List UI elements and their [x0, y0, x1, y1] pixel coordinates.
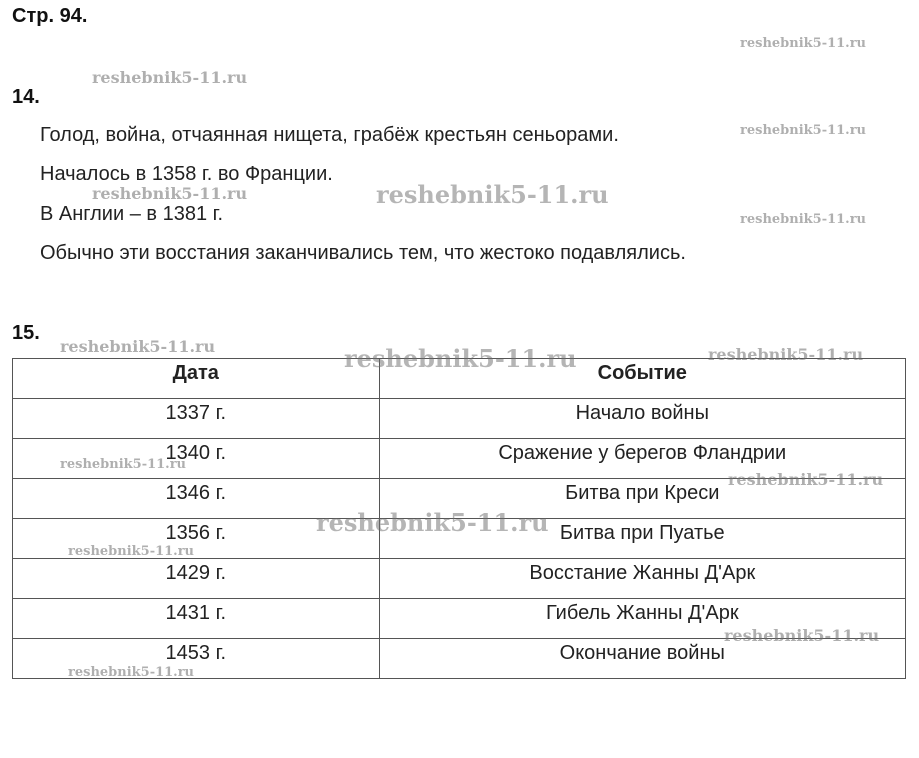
- table-cell-event: Сражение у берегов Фландрии: [379, 439, 905, 479]
- task-14-answer-line-2: Началось в 1358 г. во Франции.: [40, 163, 333, 185]
- watermark: reshebnik5-11.ru: [344, 344, 577, 373]
- watermark: reshebnik5-11.ru: [740, 123, 867, 138]
- watermark: reshebnik5-11.ru: [316, 508, 549, 537]
- watermark: reshebnik5-11.ru: [740, 36, 867, 51]
- page-header: Стр. 94.: [12, 5, 88, 27]
- table-header-event: Событие: [379, 359, 905, 399]
- watermark: reshebnik5-11.ru: [68, 544, 195, 559]
- watermark: reshebnik5-11.ru: [740, 212, 867, 227]
- watermark: reshebnik5-11.ru: [92, 184, 248, 203]
- task-14-answer-line-3: В Англии – в 1381 г.: [40, 203, 224, 225]
- table-cell-event: Начало войны: [379, 399, 905, 439]
- table-cell-date: 1356 г.: [13, 519, 380, 559]
- table-cell-event: Гибель Жанны Д'Арк: [379, 599, 905, 639]
- table-row: [13, 439, 906, 479]
- watermark: reshebnik5-11.ru: [728, 470, 884, 489]
- table-cell-date: 1431 г.: [13, 599, 380, 639]
- table-row: [13, 639, 906, 679]
- table-header-date: Дата: [13, 359, 380, 399]
- task-14-answer-line-1: Голод, война, отчаянная нищета, грабёж крестьян сеньорами.: [40, 124, 619, 146]
- table-row: [13, 479, 906, 519]
- table-row: [13, 399, 906, 439]
- events-table: [12, 358, 906, 679]
- watermark: reshebnik5-11.ru: [68, 665, 195, 680]
- table-cell-date: 1346 г.: [13, 479, 380, 519]
- table-cell-date: 1340 г.: [13, 439, 380, 479]
- task-14-number: 14.: [12, 86, 40, 108]
- table-row: [13, 599, 906, 639]
- table-cell-date: 1429 г.: [13, 559, 380, 599]
- watermark: reshebnik5-11.ru: [60, 337, 216, 356]
- table-cell-date: 1337 г.: [13, 399, 380, 439]
- table-row: [13, 559, 906, 599]
- table-cell-event: Окончание войны: [379, 639, 905, 679]
- task-15-number: 15.: [12, 322, 40, 344]
- table-cell-event: Битва при Креси: [379, 479, 905, 519]
- watermark: reshebnik5-11.ru: [724, 626, 880, 645]
- table-header-row: [13, 359, 906, 399]
- watermark: reshebnik5-11.ru: [708, 345, 864, 364]
- watermark: reshebnik5-11.ru: [60, 457, 187, 472]
- watermark: reshebnik5-11.ru: [92, 68, 248, 87]
- task-14-answer-line-4: Обычно эти восстания заканчивались тем, что жестоко подавлялись.: [40, 242, 686, 264]
- table-row: [13, 519, 906, 559]
- watermark: reshebnik5-11.ru: [376, 180, 609, 209]
- table-cell-event: Восстание Жанны Д'Арк: [379, 559, 905, 599]
- table-cell-event: Битва при Пуатье: [379, 519, 905, 559]
- table-cell-date: 1453 г.: [13, 639, 380, 679]
